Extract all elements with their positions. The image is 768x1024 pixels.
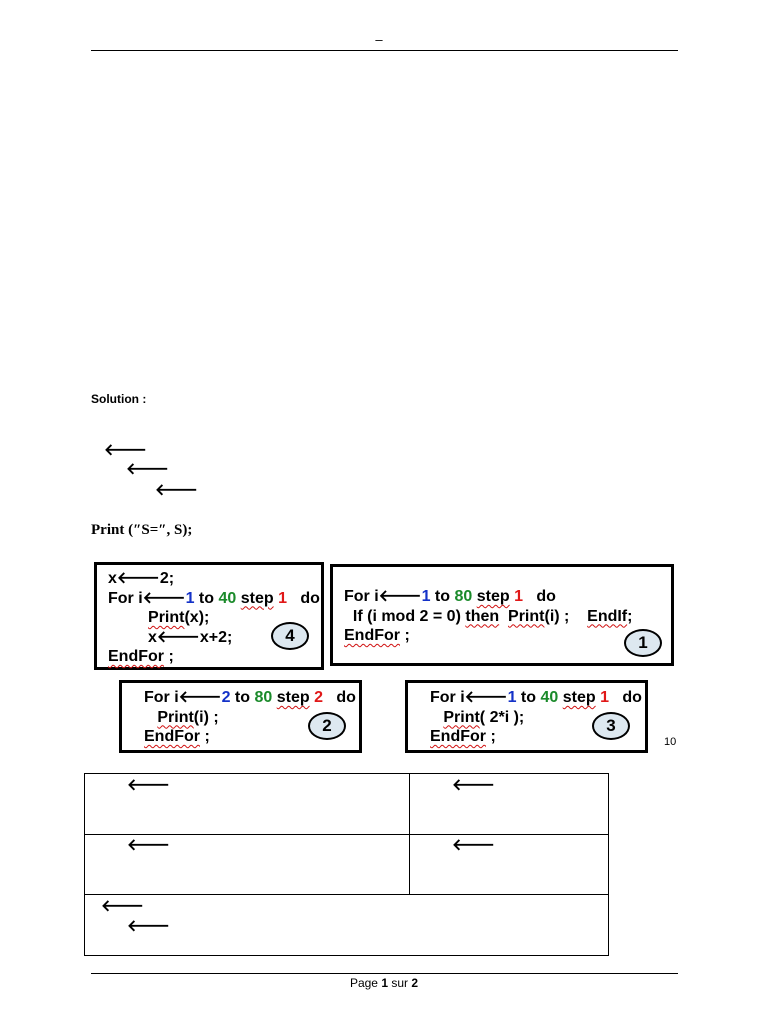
program-code — [344, 587, 632, 646]
left-arrow-icon: 🡐 — [464, 689, 508, 706]
answer-cell — [85, 774, 410, 835]
left-arrow-icon: 🡐 — [178, 689, 222, 706]
code-text: ; — [486, 728, 496, 745]
answer-cell — [410, 774, 608, 835]
endfor-keyword: EndFor — [144, 728, 200, 745]
solution-label: Solution : — [91, 392, 147, 406]
code-text: to — [516, 689, 541, 706]
code-text: For i — [108, 589, 143, 607]
left-arrow-icon: 🡐 — [104, 442, 147, 459]
left-arrow-icon: 🡐 — [155, 482, 198, 499]
left-arrow-icon: 🡐 — [378, 588, 422, 605]
do-keyword: do — [536, 588, 556, 605]
code-text: ; — [200, 728, 210, 745]
if-condition: If (i mod 2 = 0) — [352, 607, 466, 625]
program-number-badge: 4 — [271, 622, 309, 650]
code-text: For i — [344, 588, 379, 605]
step-keyword: step — [240, 589, 274, 607]
loop-start: 1 — [421, 588, 431, 605]
do-keyword: do — [622, 689, 642, 706]
endif-keyword: EndIf — [587, 607, 628, 625]
program-box-3 — [405, 680, 648, 753]
left-arrow-icon: 🡐 — [142, 589, 186, 607]
endfor-keyword: EndFor — [108, 648, 164, 665]
code-text: (i) ; — [193, 708, 219, 726]
endfor-keyword: EndFor — [430, 728, 486, 745]
page-current: 1 — [381, 976, 388, 990]
loop-start: 1 — [507, 689, 517, 706]
left-arrow-icon: 🡐 — [127, 777, 170, 794]
code-text: x — [108, 570, 117, 587]
page-prefix: Page — [349, 976, 382, 990]
left-arrow-icon: 🡐 — [127, 918, 170, 935]
loop-start: 1 — [185, 589, 195, 607]
left-arrow-icon: 🡐 — [126, 461, 169, 478]
then-keyword: then — [465, 607, 500, 625]
code-text: x+2; — [199, 628, 233, 646]
loop-end: 40 — [540, 689, 559, 706]
loop-end: 80 — [254, 689, 273, 706]
page-middle: sur — [388, 976, 412, 990]
program-code — [108, 569, 320, 667]
answer-cell — [410, 835, 608, 895]
loop-step: 1 — [600, 689, 609, 706]
side-number: 10 — [664, 736, 677, 748]
code-text: ; — [164, 648, 174, 665]
program-box-4 — [94, 562, 324, 670]
code-text: ; — [627, 607, 633, 625]
loop-step: 1 — [514, 588, 523, 605]
program-number-badge: 3 — [592, 712, 630, 740]
code-text: 2; — [159, 570, 175, 587]
left-arrow-icon: 🡐 — [156, 628, 200, 646]
code-text: (i) ; — [544, 607, 570, 625]
print-keyword: Print — [157, 708, 194, 726]
left-arrow-icon: 🡐 — [127, 837, 170, 854]
code-text: ; — [400, 627, 410, 644]
code-text: For i — [430, 689, 465, 706]
program-number-badge: 2 — [308, 712, 346, 740]
program-number-badge: 1 — [624, 629, 662, 657]
footer-rule — [91, 973, 678, 974]
step-keyword: step — [476, 588, 510, 605]
code-text: to — [194, 589, 219, 607]
code-text: to — [230, 689, 255, 706]
answer-cell — [85, 895, 608, 955]
left-arrow-icon: 🡐 — [452, 837, 495, 854]
do-keyword: do — [300, 589, 320, 607]
header-rule — [91, 50, 678, 51]
program-box-2 — [119, 680, 362, 753]
step-keyword: step — [276, 689, 310, 706]
print-keyword: Print — [508, 607, 545, 625]
loop-step: 1 — [278, 589, 287, 607]
step-keyword: step — [562, 689, 596, 706]
do-keyword: do — [336, 689, 356, 706]
left-arrow-icon: 🡐 — [101, 898, 144, 915]
code-text: to — [430, 588, 455, 605]
endfor-keyword: EndFor — [344, 627, 400, 644]
print-keyword: Print — [443, 708, 480, 726]
code-text: ( 2*i ); — [479, 708, 525, 726]
loop-end: 80 — [454, 588, 473, 605]
code-text: For i — [144, 689, 179, 706]
loop-end: 40 — [218, 589, 237, 607]
page-total: 2 — [411, 976, 419, 990]
header-mark: – — [375, 32, 383, 47]
left-arrow-icon: 🡐 — [452, 777, 495, 794]
print-keyword: Print — [148, 609, 185, 626]
loop-start: 2 — [221, 689, 231, 706]
page-number — [0, 976, 768, 990]
left-arrow-icon: 🡐 — [116, 570, 160, 587]
code-text: x — [148, 628, 157, 646]
program-box-1 — [330, 564, 674, 666]
answer-table — [84, 773, 609, 956]
code-text: (x); — [184, 609, 210, 626]
print-statement: Print (″S=″, S); — [91, 522, 193, 538]
loop-step: 2 — [314, 689, 323, 706]
answer-cell — [85, 835, 410, 895]
